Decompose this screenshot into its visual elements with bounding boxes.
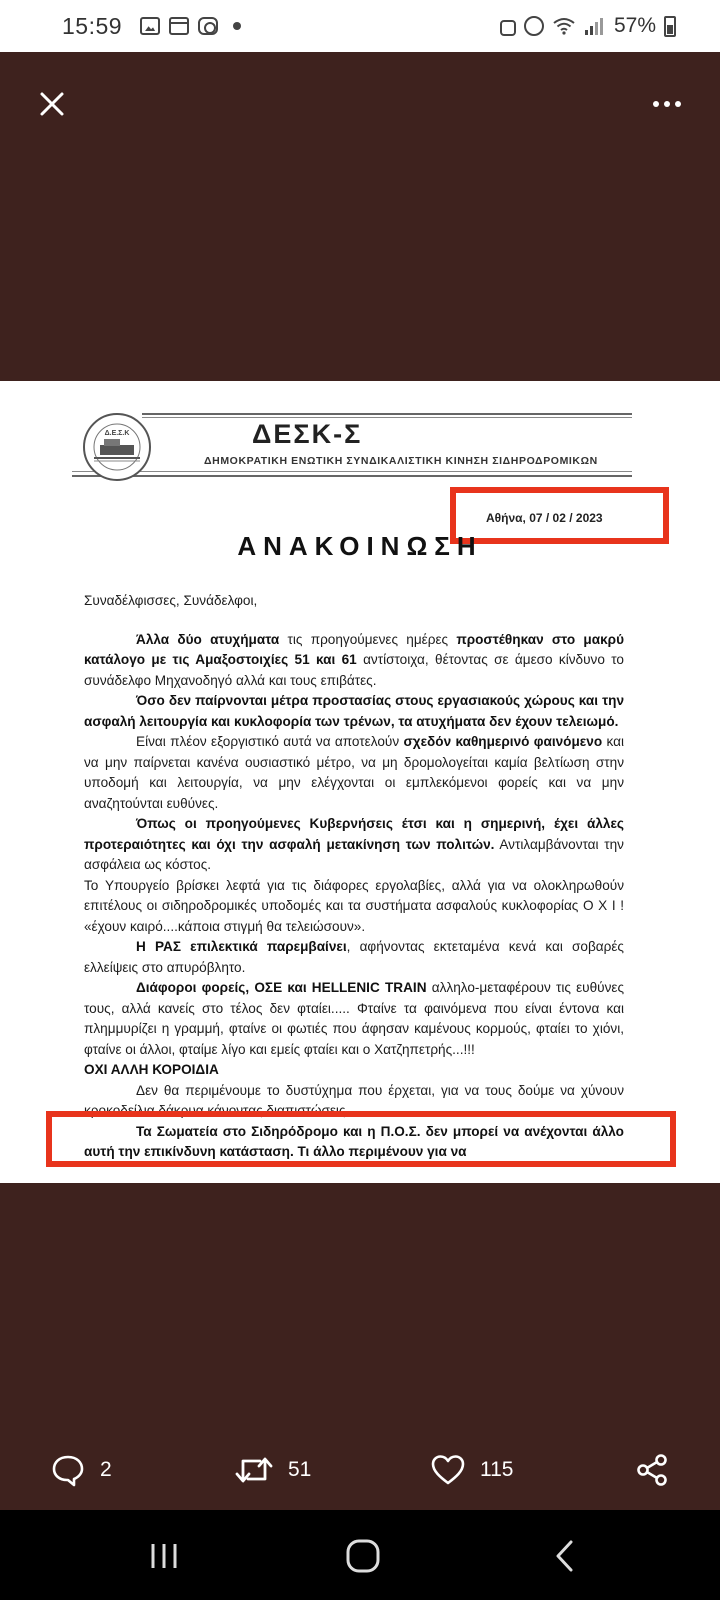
more-options-button[interactable] [650, 92, 684, 116]
organization-subtitle: ΔΗΜΟΚΡΑΤΙΚΗ ΕΝΩΤΙΚΗ ΣΥΝΔΙΚΑΛΙΣΤΙΚΗ ΚΙΝΗΣΗ ΣΙΔΗΡΟΔΡΟΜΙΚΩΝ [204, 455, 598, 467]
reply-count: 2 [100, 1458, 112, 1481]
union-seal-logo [78, 411, 156, 483]
battery-icon [664, 16, 676, 37]
status-time: 15:59 [62, 12, 123, 39]
organization-name: ΔΕΣΚ-Σ [252, 419, 363, 449]
gallery-icon [140, 17, 160, 35]
reply-button[interactable] [50, 1430, 112, 1510]
paragraph-3: Είναι πλέον εξοργιστικό αυτά να αποτελούν σχεδόν καθημερινό φαινόμενο και να μην παίρνεται κανένα ουσιαστικό μέτρο, να μη δρομολογείται καμία βελτίωση στην υποδομή και λειτουργία, να μην ελέγχονται οι εμπλεκόμενοι φορείς και να μην αναζητούνται ευθύνες. [84, 734, 624, 811]
letterhead-rule [72, 475, 632, 477]
retweet-count: 51 [288, 1458, 312, 1481]
paragraph-2: Όσο δεν παίρνονται μέτρα προστασίας στους εργασιακούς χώρους και την ασφαλή λειτουργία και κυκλοφορία των τρένων, τα ατυχήματα δεν έχουν τελειωμό. [84, 693, 624, 729]
back-icon[interactable] [546, 1536, 586, 1576]
paragraph-9: Δεν θα περιμένουμε το δυστύχημα που έρχεται, για να τους δούμε να χύνουν κροκοδείλια δάκρυα κάνοντας διαπιστώσεις. [84, 1082, 624, 1118]
more-dot-icon [653, 101, 659, 107]
status-notification-icons [140, 17, 241, 35]
paragraph-7: Διάφοροι φορείς, ΟΣΕ και HELLENIC TRAIN αλληλο-μεταφέρουν τις ευθύνες τους, αλλά κανείς στο τέλος δεν φταίει..... Φταίνε τα φαινόμενα που είναι έντονα και πλημμυρίζει η γραμμή, φταίνε οι φωτιές που άφησαν καμένους κορμούς, φταίει το χιόνι, φταίνε οι άλλοι, φταίμε λίγο και εμείς φταίει και ο Χατζηπετρής...!!! [84, 980, 625, 1057]
status-bar [0, 0, 720, 52]
instagram-icon [198, 17, 218, 35]
signal-icon [584, 16, 604, 36]
more-dot-icon [675, 101, 681, 107]
letterhead-rule [72, 471, 632, 472]
home-icon[interactable] [343, 1536, 383, 1576]
alarm-icon [524, 16, 544, 36]
battery-percent: 57% [613, 14, 656, 37]
wifi-icon [552, 16, 576, 36]
letterhead-rule [142, 417, 632, 418]
document-body [84, 591, 624, 1163]
greeting: Συναδέλφισσες, Συνάδελφοι, [84, 593, 258, 608]
post-action-bar [0, 1430, 720, 1510]
recents-icon[interactable] [144, 1536, 184, 1576]
paragraph-5: Το Υπουργείο βρίσκει λεφτά για τις διάφορες εργολαβίες, αλλά για να ολοκληρωθούν επιτέλους οι σιδηροδρομικές υποδομές και τα συστήματα ασφαλούς κυκλοφορίας Ο Χ Ι ! «έχουν καιρό....κάποια στιγμή θα τελειώσουν». [84, 877, 624, 934]
document-title: ΑΝΑΚΟΙΝΩΣΗ [237, 531, 483, 561]
more-dot-icon [664, 101, 670, 107]
document-image[interactable] [0, 381, 720, 1183]
notification-dot-icon [233, 22, 241, 30]
paragraph-4: Όπως οι προηγούμενες Κυβερνήσεις έτσι και η σημερινή, έχει άλλες προτεραιότητες και όχι την ασφαλή μετακίνηση των πολιτών. Αντιλαμβάνονται την ασφάλεια ως κόστος. [84, 816, 624, 872]
highlight-box-quote [46, 1111, 676, 1167]
close-icon[interactable] [34, 86, 70, 122]
calendar-icon [169, 17, 189, 35]
document-date: Αθήνα, 07 / 02 / 2023 [486, 511, 603, 525]
share-button[interactable] [634, 1430, 670, 1510]
retweet-icon [234, 1452, 274, 1488]
paragraph-1: Άλλα δύο ατυχήματα τις προηγούμενες ημέρες προστέθηκαν στο μακρύ κατάλογο με τις Αμαξοστοιχίες 51 και 61 αντίστοιχα, θέτοντας σε άμεσο κίνδυνο το συνάδελφο Μηχανοδηγό αλλά και τους επιβάτες. [84, 631, 624, 688]
letterhead-rule [142, 413, 632, 415]
lock-icon [500, 20, 516, 36]
paragraph-6: Η ΡΑΣ επιλεκτικά παρεμβαίνει, αφήνοντας εκτεταμένα κενά και σοβαρές ελλείψεις στο απυρόβλητο. [84, 939, 624, 975]
svg-text:Δ.Ε.Σ.Κ: Δ.Ε.Σ.Κ [104, 430, 130, 437]
like-button[interactable] [430, 1430, 513, 1510]
document-letterhead [72, 411, 632, 483]
like-count: 115 [480, 1458, 514, 1481]
paragraph-8: ΟΧΙ ΑΛΛΗ ΚΟΡΟΙΔΙΑ [84, 1062, 219, 1077]
paragraph-10: Τα Σωματεία στο Σιδηρόδρομο και η Π.Ο.Σ. δεν μπορεί να ανέχονται άλλο αυτή την επικίνδυνη κατάσταση. Τι άλλο περιμένουν για να [84, 1123, 624, 1159]
system-navigation-bar [0, 1510, 720, 1600]
status-system-icons [500, 14, 676, 38]
heart-icon [430, 1452, 466, 1488]
reply-icon [50, 1452, 86, 1488]
retweet-button[interactable] [234, 1430, 311, 1510]
share-icon [634, 1452, 670, 1488]
